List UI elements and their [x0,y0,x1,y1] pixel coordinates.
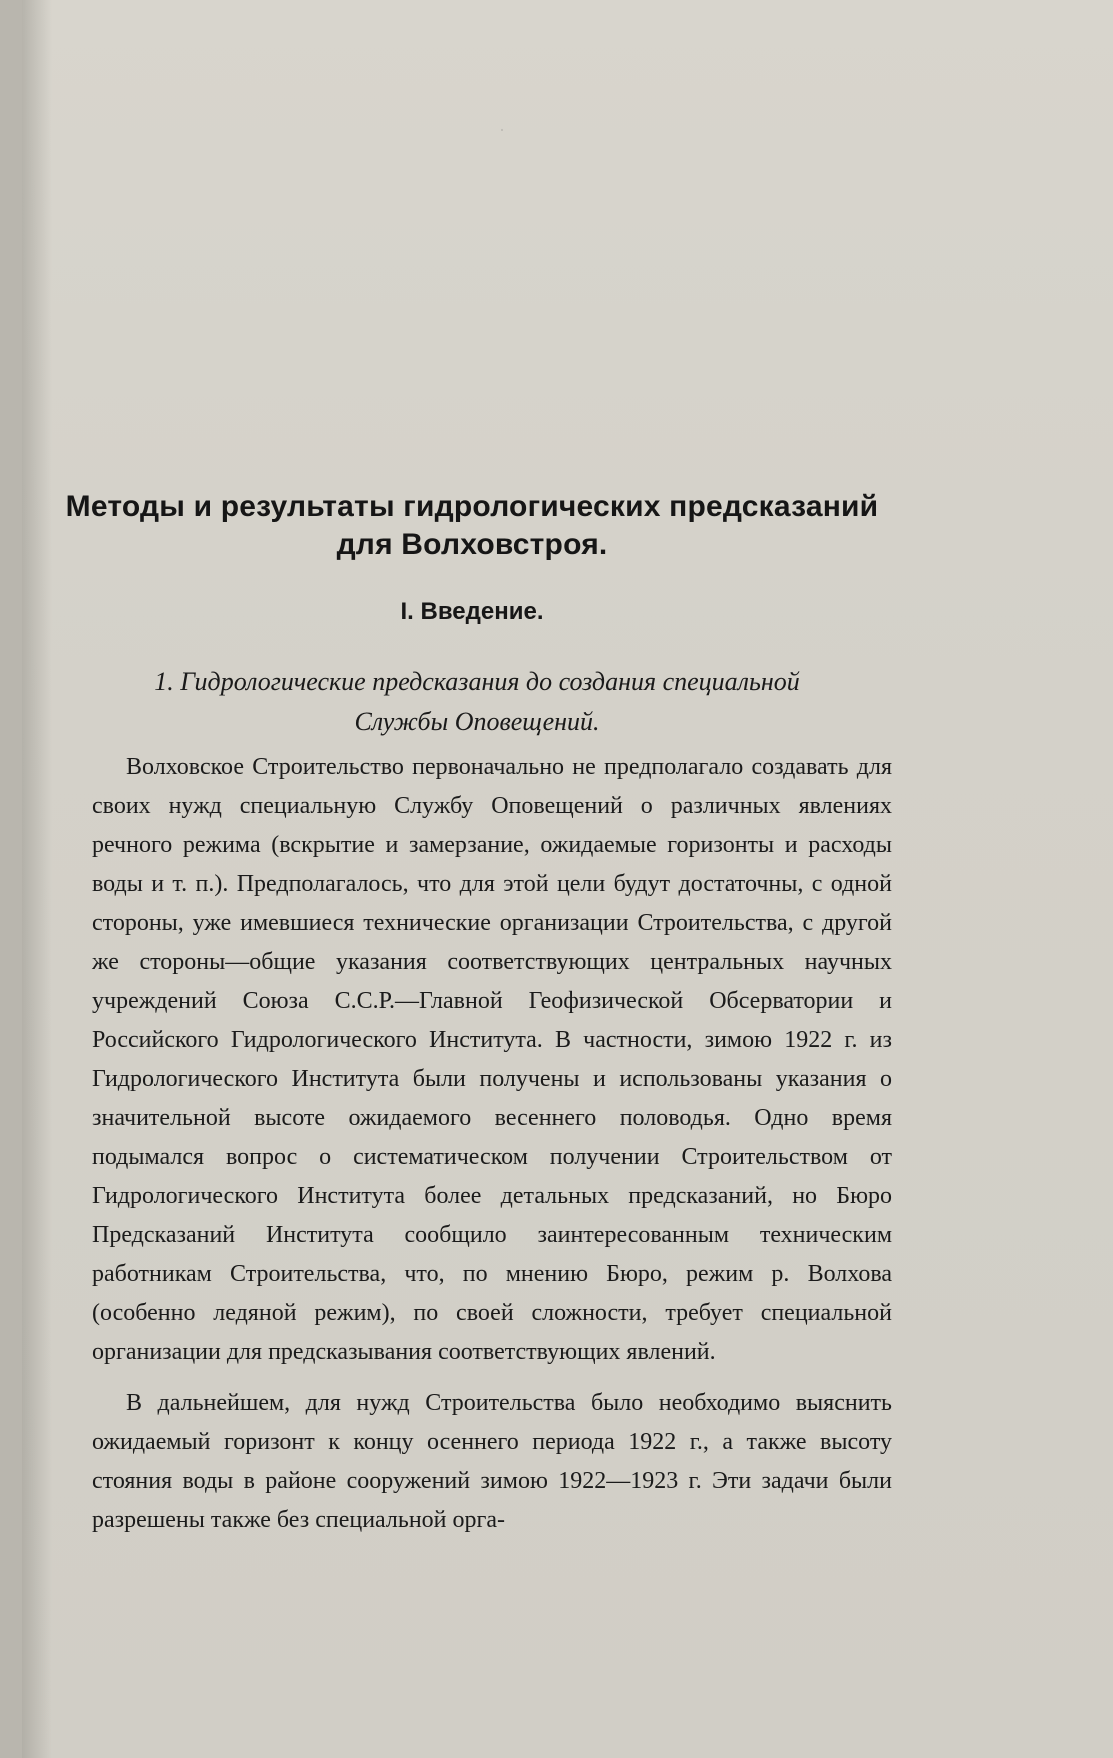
paragraph: В дальнейшем, для нужд Строительства было необходимо выяснить ожидаемый горизонт к концу осеннего периода 1922 г., а также высоту стояния воды в районе сооружений зимою 1922—1923 г. Эти задачи были разрешены также без специальной орга- [92,1390,892,1533]
subsection-heading [102,662,852,742]
section-heading: I. Введение. [400,598,544,625]
title-line-1: Методы и результаты гидрологических предсказаний [65,490,879,523]
book-page [22,0,1113,1758]
body-text [92,748,892,1552]
subsection-line-1: 1. Гидрологические предсказания до создания специальной [154,667,800,696]
page-number-bleed-mark: · [499,120,505,140]
title-line-2: для Волховстроя. [336,528,608,561]
article-title [62,488,882,564]
subsection-line-2: Службы Оповещений. [354,707,600,736]
bleed-through-text [62,185,922,485]
paragraph: Волховское Строительство первоначально не предполагало создавать для своих нужд специальную Службу Оповещений о различных явлениях речного режима (вскрытие и замерзание, ожидаемые горизонты и расходы воды и т. п.). Предполагалось, что для этой цели будут достаточны, с одной стороны, уже имевшиеся технические организации Строительства, с другой же стороны—общие указания соответствующих центральных научных учреждений Союза С.С.Р.—Главной Геофизической Обсерватории и Российского Гидрологического Института. В частности, зимою 1922 г. из Гидрологического Института были получены и использованы указания о значительной высоте ожидаемого весеннего половодья. Одно время подымался вопрос о систематическом получении Строительством от Гидрологического Института более детальных предсказаний, но Бюро Предсказаний Института сообщило заинтересованным техническим работникам Строительства, что, по мнению Бюро, режим р. Волхова (особенно ледяной режим), по своей сложности, требует специальной организации для предсказывания соответствующих явлений. [92,754,892,1365]
